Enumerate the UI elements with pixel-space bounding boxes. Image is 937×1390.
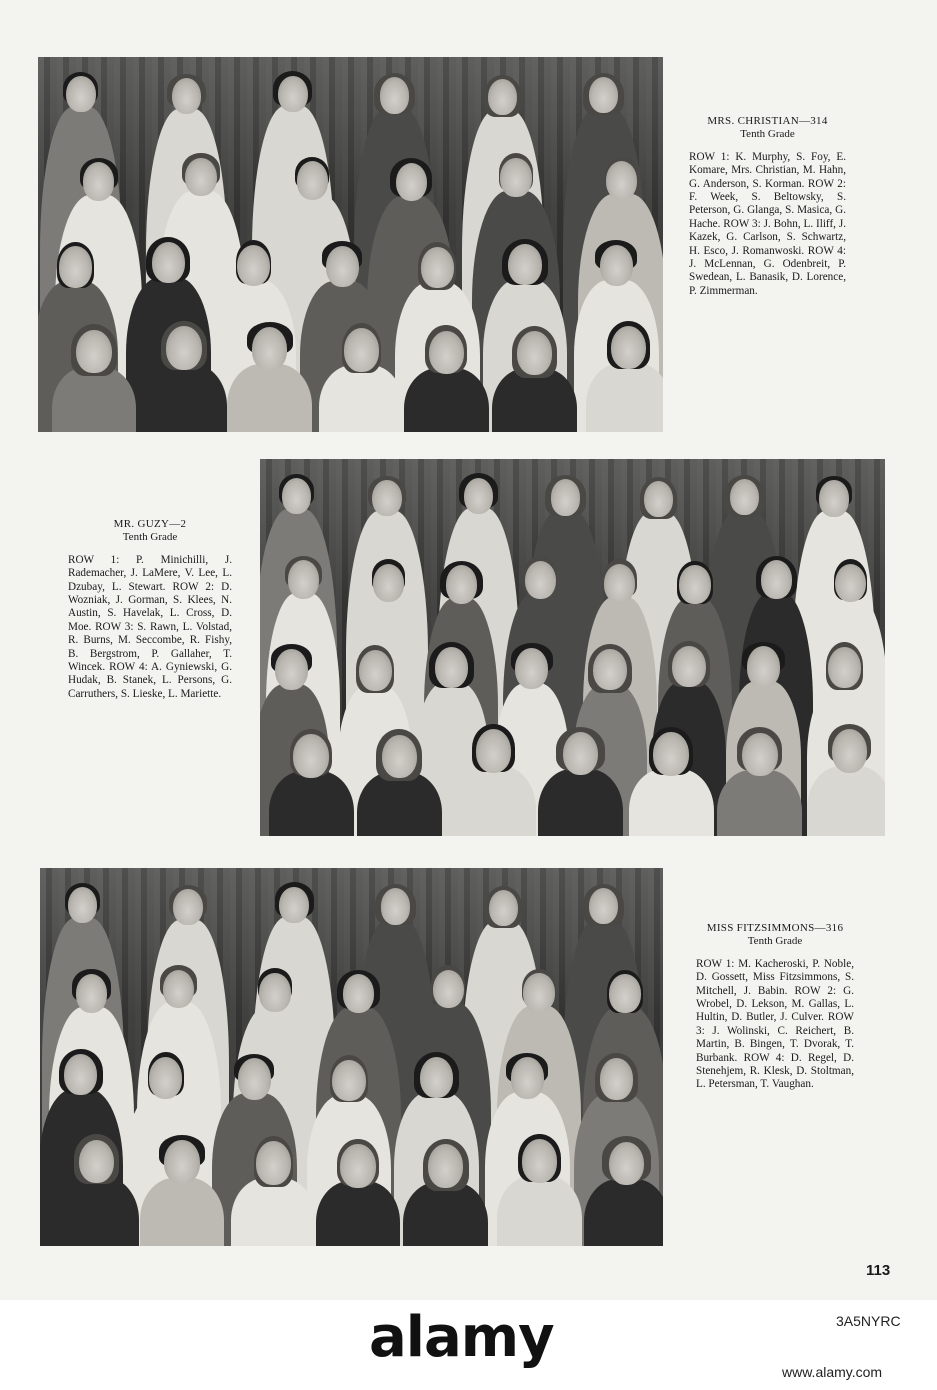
watermark-logo: alamy — [369, 1305, 554, 1370]
student-face — [589, 77, 618, 113]
student-face — [593, 649, 626, 690]
student-face — [163, 970, 194, 1009]
watermark-image-id: 3A5NYRC — [836, 1313, 901, 1329]
teacher-title: MR. GUZY—2 — [113, 518, 187, 530]
teacher-title: MRS. CHRISTIAN—314 — [707, 115, 828, 127]
student-face — [421, 247, 454, 288]
grade-label: Tenth Grade — [122, 531, 178, 544]
student-clothing — [451, 766, 536, 836]
student-face — [600, 245, 633, 286]
student-clothing — [717, 770, 802, 836]
student-face — [172, 78, 201, 114]
student-figure — [316, 1144, 401, 1246]
student-clothing — [319, 365, 404, 432]
student-face — [464, 478, 493, 514]
students-group — [40, 868, 663, 1246]
student-figure — [807, 729, 885, 836]
student-face — [589, 888, 618, 924]
student-face — [488, 79, 517, 115]
student-face — [373, 564, 404, 603]
student-face — [551, 479, 580, 515]
students-group — [38, 57, 663, 432]
student-clothing — [357, 772, 442, 836]
student-face — [166, 326, 201, 370]
student-figure — [586, 326, 663, 432]
student-face — [83, 162, 114, 201]
student-face — [679, 565, 710, 604]
student-face — [500, 158, 531, 197]
student-figure — [52, 330, 137, 432]
student-face — [380, 77, 409, 113]
student-clothing — [231, 1178, 316, 1246]
student-figure — [497, 1139, 582, 1246]
student-clothing — [142, 364, 227, 432]
student-figure — [319, 328, 404, 432]
student-face — [747, 646, 780, 687]
student-face — [297, 161, 328, 200]
student-face — [522, 1139, 557, 1183]
student-face — [420, 1057, 453, 1098]
student-clothing — [538, 769, 623, 836]
student-face — [372, 480, 401, 516]
student-face — [282, 478, 311, 514]
student-face — [508, 244, 541, 285]
student-face — [152, 242, 185, 283]
student-clothing — [52, 367, 137, 432]
student-face — [237, 245, 270, 286]
student-clothing — [497, 1176, 582, 1246]
student-face — [185, 158, 216, 197]
student-clothing — [316, 1181, 401, 1246]
student-face — [428, 1144, 463, 1188]
student-names: ROW 1: K. Murphy, S. Foy, E. Komare, Mrs. Christian, M. Hahn, G. Anderson, S. Korman. ROW 2: F. Week, S. Beltowsky, S. Peterson, G. Glanga, S. Masica, G. Hache. ROW 3: J. Bohn, L. Iliff, J. Kazek, G. Carlson, S. Schwartz, H. Esco, J. Romanwoski. ROW 4: J. McLennan, G. Odenbreit, P. Swedean, L. Banasik, D. Lorence, P. Zimmerman. — [689, 150, 846, 297]
student-face — [149, 1057, 182, 1098]
student-face — [68, 887, 97, 923]
student-face — [653, 732, 688, 776]
student-face — [76, 974, 107, 1013]
student-face — [672, 646, 705, 687]
student-face — [288, 560, 319, 599]
student-figure — [140, 1140, 225, 1246]
class-photo-miss-fitzsimmons — [40, 868, 663, 1246]
student-face — [435, 647, 468, 688]
student-face — [59, 246, 92, 287]
student-figure — [404, 331, 489, 432]
student-face — [515, 648, 548, 689]
student-names: ROW 1: M. Kacheroski, P. Noble, D. Gossett, Miss Fitzsimmons, S. Mitchell, J. Babin. ROW 2: G. Wrobel, D. Lekson, M. Gallas, L. Hultin, D. Butler, J. Culver. ROW 3: J. Wolinski, C. Reichert, B. Martin, B. Bingen, T. Dvorak, T. Burbank. ROW 4: D. Regel, D. Stenehjem, R. Klesk, D. Stoltman, L. Petersman, T. Vaughan. — [696, 957, 854, 1091]
student-figure — [357, 735, 442, 836]
student-clothing — [492, 368, 577, 432]
student-face — [343, 974, 374, 1013]
caption-mr-guzy — [68, 518, 232, 701]
class-photo-mrs-christian — [38, 57, 663, 432]
grade-label: Tenth Grade — [740, 128, 795, 141]
student-face — [326, 246, 359, 287]
student-figure — [54, 1140, 139, 1246]
student-clothing — [584, 1179, 663, 1246]
student-figure — [492, 331, 577, 432]
student-face — [429, 331, 464, 375]
student-face — [278, 76, 307, 112]
student-clothing — [54, 1177, 139, 1246]
student-figure — [403, 1144, 488, 1246]
student-face — [164, 1140, 199, 1184]
caption-mrs-christian — [689, 115, 846, 298]
student-face — [761, 560, 792, 599]
student-clothing — [404, 368, 489, 432]
student-figure — [629, 732, 714, 836]
student-face — [600, 1058, 633, 1099]
student-clothing — [629, 769, 714, 836]
student-face — [563, 732, 598, 776]
students-group — [260, 459, 885, 836]
student-clothing — [269, 771, 354, 836]
student-face — [259, 973, 290, 1012]
student-face — [76, 330, 111, 374]
student-face — [489, 890, 518, 926]
student-clothing — [140, 1178, 225, 1246]
student-face — [279, 887, 308, 923]
student-face — [742, 733, 777, 777]
student-figure — [227, 327, 312, 432]
student-face — [730, 479, 759, 515]
student-face — [382, 735, 417, 779]
student-face — [173, 889, 202, 925]
student-face — [609, 974, 640, 1013]
student-face — [64, 1054, 97, 1095]
student-figure — [269, 734, 354, 836]
student-face — [523, 973, 554, 1012]
student-face — [525, 561, 556, 600]
student-face — [332, 1060, 365, 1101]
student-face — [340, 1144, 375, 1188]
student-face — [611, 326, 646, 370]
teacher-title: MISS FITZSIMMONS—316 — [706, 922, 844, 934]
student-face — [606, 161, 637, 200]
caption-miss-fitzsimmons — [696, 922, 854, 1092]
student-face — [609, 1142, 644, 1186]
student-face — [511, 1057, 544, 1098]
student-face — [252, 327, 287, 371]
student-face — [238, 1058, 271, 1099]
student-face — [396, 163, 427, 202]
student-face — [517, 331, 552, 375]
student-face — [275, 649, 308, 690]
student-figure — [142, 326, 227, 432]
student-face — [835, 564, 866, 603]
grade-label: Tenth Grade — [747, 935, 803, 948]
student-face — [446, 565, 477, 604]
class-photo-mr-guzy — [260, 459, 885, 836]
student-face — [79, 1140, 114, 1184]
student-figure — [717, 733, 802, 836]
student-face — [604, 564, 635, 603]
student-clothing — [807, 766, 885, 836]
student-clothing — [586, 363, 663, 432]
student-face — [832, 729, 867, 773]
student-figure — [538, 732, 623, 836]
page-number: 113 — [866, 1262, 891, 1279]
student-face — [256, 1141, 291, 1185]
student-face — [476, 729, 511, 773]
student-face — [293, 734, 328, 778]
student-figure — [451, 729, 536, 836]
student-face — [381, 888, 410, 924]
student-face — [359, 650, 392, 691]
student-figure — [584, 1142, 663, 1246]
student-face — [66, 76, 95, 112]
watermark-url: www.alamy.com — [782, 1364, 883, 1380]
student-clothing — [227, 364, 312, 432]
student-face — [819, 480, 848, 516]
student-face — [644, 481, 673, 517]
student-names: ROW 1: P. Minichilli, J. Rademacher, J. LaMere, V. Lee, L. Dzubay, L. Stewart. ROW 2: D. Wozniak, J. Gorman, S. Klees, N. Austin, S. Havelak, L. Cross, D. Moe. ROW 3: S. Rawn, L. Volstad, R. Burns, M. Seccombe, R. Fishy, B. Bergstrom, P. Gallaher, T. Wincek. ROW 4: A. Gyniewski, G. Hudak, B. Stanek, L. Persons, G. Carruthers, S. Lieske, L. Mariette. — [68, 553, 232, 700]
student-clothing — [403, 1182, 488, 1246]
student-figure — [231, 1141, 316, 1246]
student-face — [344, 328, 379, 372]
student-face — [828, 647, 861, 688]
student-face — [433, 970, 464, 1009]
